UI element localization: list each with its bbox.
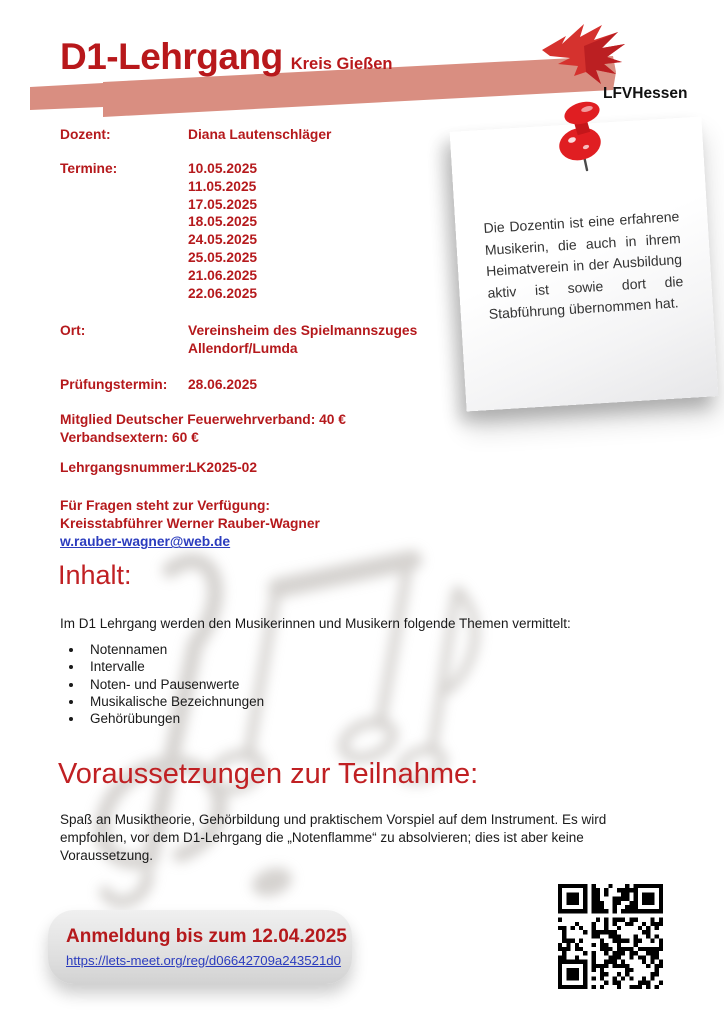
termin-date: 10.05.2025 — [188, 161, 258, 176]
ort-value — [188, 322, 417, 358]
termin-date: 24.05.2025 — [188, 232, 258, 248]
contact-intro: Für Fragen steht zur Verfügung: — [60, 498, 271, 513]
ort-line: Vereinsheim des Spielmannszuges — [188, 323, 418, 338]
inhalt-heading: Inhalt: — [58, 560, 132, 590]
topics-list — [60, 641, 264, 727]
termine-row — [60, 160, 257, 302]
ort-line: Allendorf/Lumda — [188, 340, 298, 356]
topic-label: Notennamen — [90, 642, 168, 657]
anmeldung-deadline: Anmeldung bis zum 12.04.2025 — [66, 926, 347, 947]
termin-date: 22.06.2025 — [188, 285, 258, 301]
topic-item — [84, 676, 264, 693]
pruefungstermin-row — [60, 376, 257, 394]
termine-dates — [188, 160, 257, 302]
voraussetzungen-text: Spaß an Musiktheorie, Gehörbildung und praktischem Vorspiel auf dem Instrument. Es wird empfohlen, vor dem D1-Lehrgang die „Notenflamme“ zu absolvieren; dies ist aber keine Voraussetzung. — [60, 812, 607, 863]
course-title: D1-Lehrgang — [60, 36, 283, 77]
topic-item — [84, 658, 264, 675]
inhalt-intro: Im D1 Lehrgang werden den Musikerinnen und Musikern folgende Themen vermittelt: — [60, 616, 571, 631]
termin-date: 11.05.2025 — [188, 178, 257, 194]
sticky-note-text: Die Dozentin ist eine erfahrene Musikerin, die auch in ihrem Heimatverein in der Ausbildung aktiv ist sowie dort die Stabführung übernommen hat. — [483, 208, 684, 322]
termin-date: 17.05.2025 — [188, 196, 258, 212]
topic-label: Noten- und Pausenwerte — [90, 676, 240, 692]
topic-label: Musikalische Bezeichnungen — [90, 693, 265, 709]
termine-label: Termine: — [60, 161, 118, 176]
music-notes-watermark — [20, 530, 520, 950]
ort-label: Ort: — [60, 323, 86, 338]
pruefungstermin-label: Prüfungstermin: — [60, 377, 168, 392]
dozent-value: Diana Lautenschläger — [188, 127, 332, 142]
course-number-label: Lehrgangsnummer: — [60, 460, 190, 475]
contact-email-link[interactable]: w.rauber-wagner@web.de — [60, 534, 231, 550]
voraussetzungen-heading: Voraussetzungen zur Teilnahme: — [58, 758, 479, 790]
ort-row — [60, 322, 417, 358]
fee-external-line: Verbandsextern: 60 € — [60, 430, 199, 445]
contact-name: Kreisstabführer Werner Rauber-Wagner — [60, 516, 320, 532]
registration-link[interactable]: https://lets-meet.org/reg/d06642709a243521d0 — [66, 953, 341, 968]
topic-label: Intervalle — [90, 659, 145, 675]
dozent-label: Dozent: — [60, 127, 111, 142]
topic-item — [84, 641, 264, 658]
termin-date: 18.05.2025 — [188, 214, 258, 230]
fee-member-line: Mitglied Deutscher Feuerwehrverband: 40 € — [60, 412, 346, 427]
qr-code — [558, 884, 663, 989]
topic-item — [84, 710, 264, 727]
contact-block — [60, 497, 320, 552]
lfv-hessen-flame-icon — [528, 12, 638, 90]
pruefungstermin-value: 28.06.2025 — [188, 377, 258, 392]
course-subtitle: Kreis Gießen — [290, 55, 393, 73]
course-number-row — [60, 459, 257, 477]
topic-label: Gehörübungen — [90, 711, 181, 727]
termin-date: 21.06.2025 — [188, 267, 258, 283]
pushpin-icon — [550, 100, 614, 178]
anmeldung-box — [48, 910, 352, 984]
termin-date: 25.05.2025 — [188, 249, 258, 265]
topic-item — [84, 693, 264, 710]
page-title — [60, 36, 392, 78]
lfv-hessen-logo-text: LFVHessen — [603, 85, 688, 102]
course-number-value: LK2025-02 — [188, 460, 258, 475]
